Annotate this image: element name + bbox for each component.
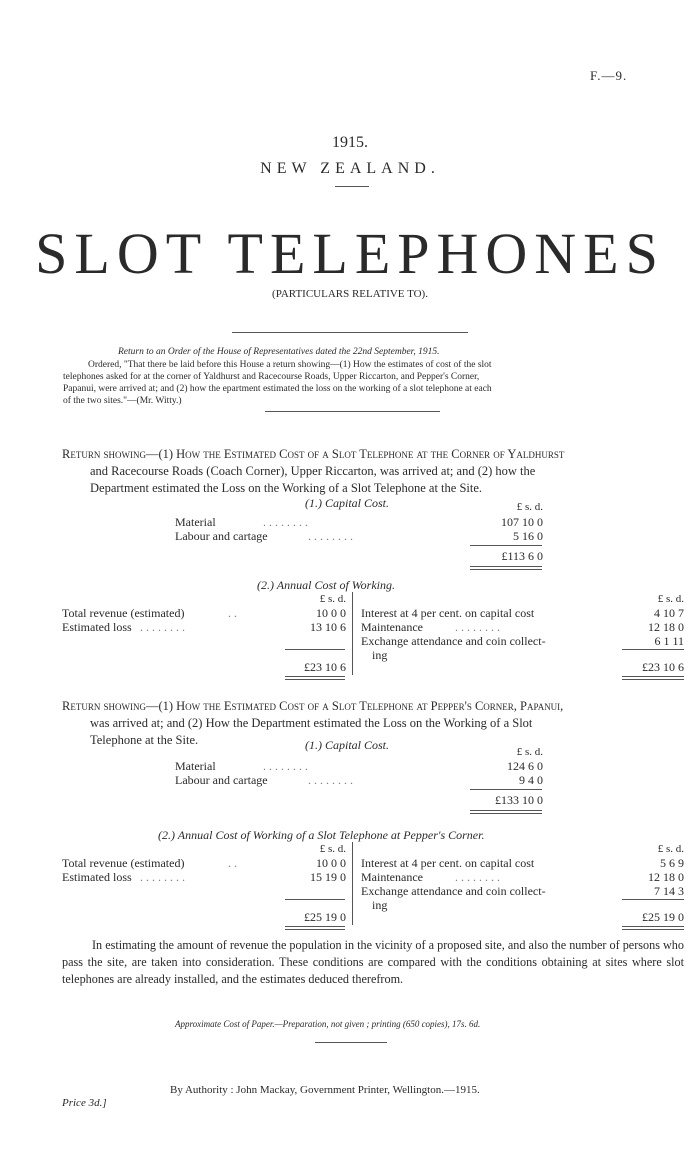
return1-revenue-dots: . . — [228, 606, 237, 620]
return1-column-divider — [352, 592, 353, 675]
return2-capital-heading: (1.) Capital Cost. — [305, 738, 390, 752]
return1-maintenance-dots: . . . . . . . . — [455, 620, 500, 634]
return1-labour-label: Labour and cartage — [175, 529, 268, 543]
return1-line-3: Department estimated the Loss on the Working of a Slot Telephone at the Site. — [90, 481, 483, 495]
return1-exchange-value: 6 1 11 — [654, 634, 684, 648]
return1-left-double-rule-b — [285, 679, 345, 680]
return2-line-3: Telephone at the Site. — [90, 733, 199, 747]
return1-capital-sum-rule — [470, 545, 542, 546]
country-heading: NEW ZEALAND. — [260, 160, 440, 177]
return1-left-sum-rule — [285, 649, 345, 650]
price: Price 3d.] — [62, 1097, 107, 1109]
return1-capital-currency-header: £ s. d. — [516, 501, 543, 513]
return2-maintenance-label: Maintenance — [361, 870, 423, 884]
closing-paragraph: In estimating the amount of revenue the population in the vicinity of a proposed site, and also the number of persons who pass the site, are taken into consideration. These conditions are compared with the conditions obtaining at sites where slot telephones are already installed, and the estimates deduced therefrom. — [62, 938, 684, 986]
return2-material-label: Material — [175, 759, 216, 773]
return2-loss-dots: . . . . . . . . — [140, 870, 185, 884]
return1-material-dots: . . . . . . . . — [263, 515, 308, 529]
footer-divider — [315, 1042, 387, 1043]
return1-revenue-label: Total revenue (estimated) — [62, 606, 185, 620]
return2-annual-heading: (2.) Annual Cost of Working of a Slot Telephone at Pepper's Corner. — [158, 828, 485, 842]
return2-revenue-value: 10 0 0 — [316, 856, 346, 870]
return2-right-double-rule-b — [622, 929, 684, 930]
return2-capital-currency-header: £ s. d. — [516, 746, 543, 758]
return1-right-double-rule-b — [622, 679, 684, 680]
return1-material-value: 107 10 0 — [501, 515, 543, 529]
return1-capital-total: £113 6 0 — [501, 549, 543, 563]
return2-column-divider — [352, 842, 353, 925]
return2-line-2: was arrived at; and (2) How the Department estimated the Loss on the Working of a Slot — [90, 716, 533, 730]
return2-left-sum-rule — [285, 899, 345, 900]
return1-labour-dots: . . . . . . . . — [308, 529, 353, 543]
cost-of-paper-note: Approximate Cost of Paper.—Preparation, not given ; printing (650 copies), 17s. 6d. — [175, 1019, 481, 1029]
order-return-line: Return to an Order of the House of Representatives dated the 22nd September, 1915. — [118, 347, 440, 357]
return2-exchange-label-2: ing — [372, 898, 388, 912]
return1-annual-heading: (2.) Annual Cost of Working. — [257, 578, 396, 592]
return1-maintenance-value: 12 18 0 — [648, 620, 684, 634]
return1-left-double-rule-a — [285, 676, 345, 677]
return1-right-currency-header: £ s. d. — [657, 593, 684, 605]
return2-capital-double-rule-a — [470, 810, 542, 811]
return2-maintenance-dots: . . . . . . . . — [455, 870, 500, 884]
order-divider — [265, 411, 440, 412]
document-subtitle: (PARTICULARS RELATIVE TO). — [272, 288, 428, 300]
return1-labour-value: 5 16 0 — [513, 529, 543, 543]
return2-exchange-label-1: Exchange attendance and coin collect- — [361, 884, 546, 898]
return1-loss-label: Estimated loss — [62, 620, 132, 634]
return2-loss-label: Estimated loss — [62, 870, 132, 884]
return2-labour-label: Labour and cartage — [175, 773, 268, 787]
return2-material-dots: . . . . . . . . — [263, 759, 308, 773]
return1-right-sum-rule — [622, 649, 684, 650]
return1-loss-value: 13 10 6 — [310, 620, 346, 634]
return1-left-currency-header: £ s. d. — [319, 593, 346, 605]
header-divider — [335, 186, 369, 187]
order-text-3: Papanui, were arrived at; and (2) how the epartment estimated the loss on the working of a slot telephone at each — [63, 384, 492, 394]
return1-right-total: £23 10 6 — [642, 660, 684, 674]
return2-interest-value: 5 6 9 — [660, 856, 684, 870]
return1-right-double-rule-a — [622, 676, 684, 677]
year: 1915. — [332, 134, 368, 151]
return1-interest-value: 4 10 7 — [654, 606, 684, 620]
return2-labour-dots: . . . . . . . . — [308, 773, 353, 787]
return2-capital-double-rule-b — [470, 813, 542, 814]
return2-left-double-rule-b — [285, 929, 345, 930]
return1-capital-double-rule-b — [470, 569, 542, 570]
printer-authority: By Authority : John Mackay, Government Printer, Wellington.—1915. — [170, 1084, 480, 1096]
order-text-2: telephones asked for at the corner of Yaldhurst and Racecourse Roads, Upper Riccarton, and Pepper's Corner, — [63, 372, 480, 382]
return1-left-total: £23 10 6 — [304, 660, 346, 674]
return1-maintenance-label: Maintenance — [361, 620, 423, 634]
return2-line-1: Return showing—(1) How the Estimated Cost of a Slot Telephone at Pepper's Corner, Papanui, — [62, 699, 564, 713]
return2-right-currency-header: £ s. d. — [657, 843, 684, 855]
return1-exchange-label-2: ing — [372, 648, 388, 662]
return2-revenue-dots: . . — [228, 856, 237, 870]
return1-loss-dots: . . . . . . . . — [140, 620, 185, 634]
return2-capital-total: £133 10 0 — [495, 793, 543, 807]
return1-line-1: Return showing—(1) How the Estimated Cost of a Slot Telephone at the Corner of Yaldhurst — [62, 447, 565, 461]
return2-left-total: £25 19 0 — [304, 910, 346, 924]
return1-interest-label: Interest at 4 per cent. on capital cost — [361, 606, 535, 620]
return1-material-label: Material — [175, 515, 216, 529]
return2-interest-label: Interest at 4 per cent. on capital cost — [361, 856, 535, 870]
return2-revenue-label: Total revenue (estimated) — [62, 856, 185, 870]
return2-left-currency-header: £ s. d. — [319, 843, 346, 855]
return2-right-total: £25 19 0 — [642, 910, 684, 924]
return2-right-sum-rule — [622, 899, 684, 900]
return2-right-double-rule-a — [622, 926, 684, 927]
return1-capital-heading: (1.) Capital Cost. — [305, 496, 390, 510]
return1-capital-double-rule-a — [470, 566, 542, 567]
return2-exchange-value: 7 14 3 — [654, 884, 684, 898]
return1-revenue-value: 10 0 0 — [316, 606, 346, 620]
page-reference: F.—9. — [590, 68, 628, 83]
return2-loss-value: 15 19 0 — [310, 870, 346, 884]
return2-material-value: 124 6 0 — [507, 759, 543, 773]
return2-capital-sum-rule — [470, 789, 542, 790]
return2-labour-value: 9 4 0 — [519, 773, 543, 787]
return1-exchange-label-1: Exchange attendance and coin collect- — [361, 634, 546, 648]
title-divider — [232, 332, 468, 333]
return2-maintenance-value: 12 18 0 — [648, 870, 684, 884]
return2-left-double-rule-a — [285, 926, 345, 927]
return1-line-2: and Racecourse Roads (Coach Corner), Upper Riccarton, was arrived at; and (2) how the — [90, 464, 536, 478]
order-text-4: of the two sites."—(Mr. Witty.) — [63, 396, 182, 406]
document-title: SLOT TELEPHONES — [35, 221, 665, 286]
order-text-1: Ordered, "That there be laid before this House a return showing—(1) How the estimates of cost of the slot — [88, 360, 492, 370]
